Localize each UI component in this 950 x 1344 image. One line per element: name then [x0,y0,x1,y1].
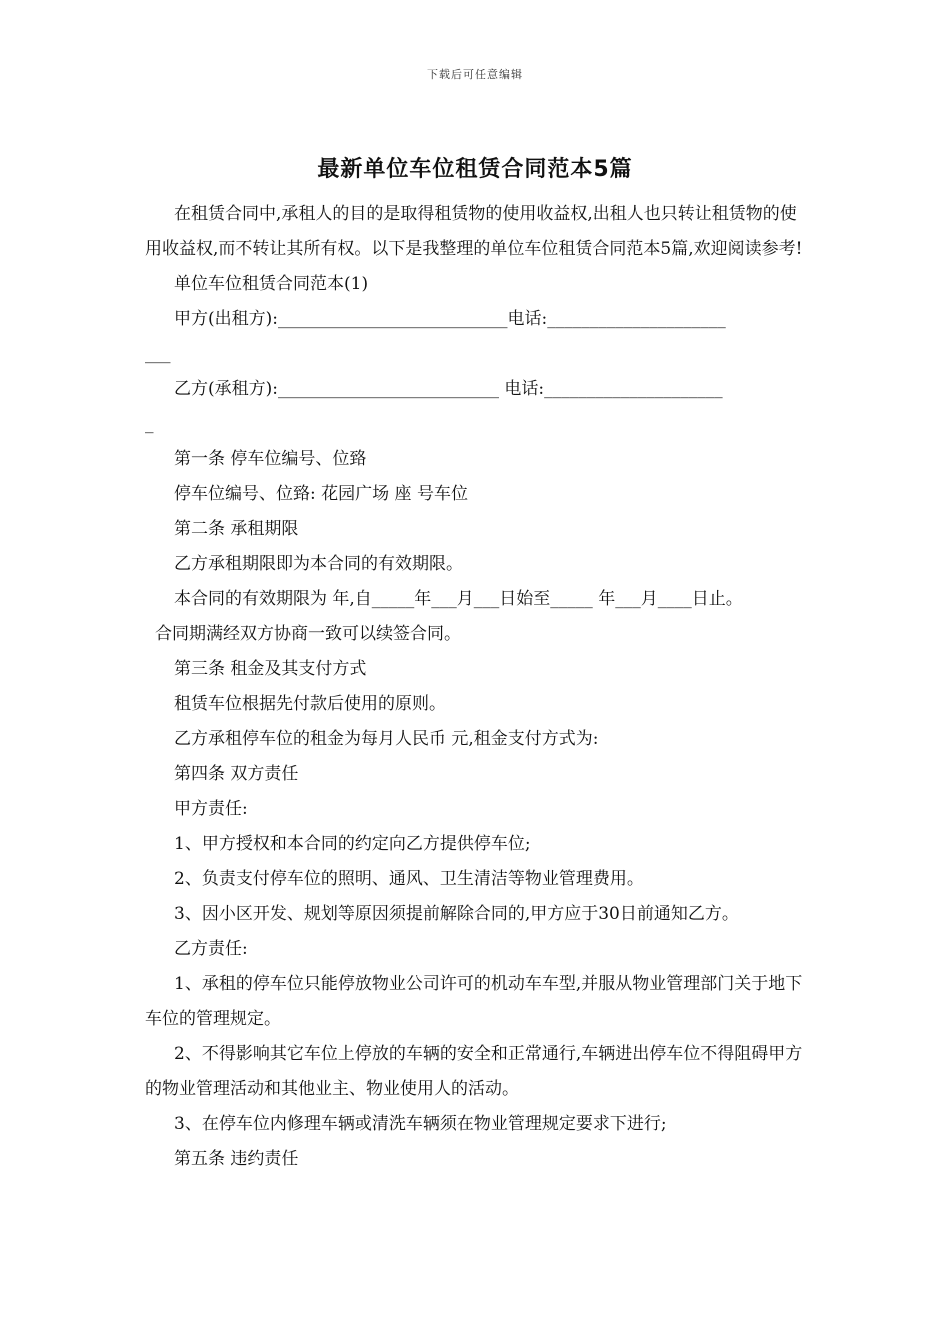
header-note: 下载后可任意编辑 [427,68,523,81]
party-b-duties-heading: 乙方责任: [174,939,248,959]
party-a-duties-heading: 甲方责任: [174,799,248,819]
party-b-line: 乙方(承租方):__________________________ 电话:_____________________ [174,379,723,399]
party-b-duty-item: 1、承租的停车位只能停放物业公司许可的机动车车型,并服从物业管理部门关于地下车位的管理规定。 [145,974,803,1029]
article-3-body-2: 乙方承租停车位的租金为每月人民币 元,租金支付方式为: [174,729,599,749]
party-b-overflow: _ [145,414,154,434]
article-2-body-2: 本合同的有效期限为 年,自_____年___月___日始至_____ 年___月____日止。 [174,589,743,609]
article-2-body-1: 乙方承租期限即为本合同的有效期限。 [174,554,463,574]
article-2-body-3: 合同期满经双方协商一致可以续签合同。 [155,624,461,644]
document-body [145,197,810,1177]
contract-heading: 单位车位租赁合同范本(1) [174,274,369,294]
party-a-duty-item: 1、甲方授权和本合同的约定向乙方提供停车位; [174,834,531,854]
party-b-duty-item: 2、不得影响其它车位上停放的车辆的安全和正常通行,车辆进出停车位不得阻碍甲方的物业管理活动和其他业主、物业使用人的活动。 [145,1044,803,1099]
article-4-title: 第四条 双方责任 [174,764,299,784]
party-a-overflow: ___ [145,344,171,364]
article-2-title: 第二条 承租期限 [174,519,299,539]
article-5-title: 第五条 违约责任 [174,1149,299,1169]
party-a-line: 甲方(出租方):___________________________电话:_____________________ [174,309,726,329]
article-3-title: 第三条 租金及其支付方式 [174,659,367,679]
article-3-body-1: 租赁车位根据先付款后使用的原则。 [174,694,446,714]
document-title: 最新单位车位租赁合同范本5篇 [317,157,633,182]
party-a-duty-item: 3、因小区开发、规划等原因须提前解除合同的,甲方应于30日前通知乙方。 [174,904,739,924]
article-1-body: 停车位编号、位臵: 花园广场 座 号车位 [174,484,468,504]
party-b-duty-item: 3、在停车位内修理车辆或清洗车辆须在物业管理规定要求下进行; [174,1114,667,1134]
article-1-title: 第一条 停车位编号、位臵 [174,449,367,469]
party-a-duty-item: 2、负责支付停车位的照明、通风、卫生清洁等物业管理费用。 [174,869,644,889]
intro-paragraph: 在租赁合同中,承租人的目的是取得租赁物的使用收益权,出租人也只转让租赁物的使用收益权,而不转让其所有权。以下是我整理的单位车位租赁合同范本5篇,欢迎阅读参考! [145,204,803,259]
